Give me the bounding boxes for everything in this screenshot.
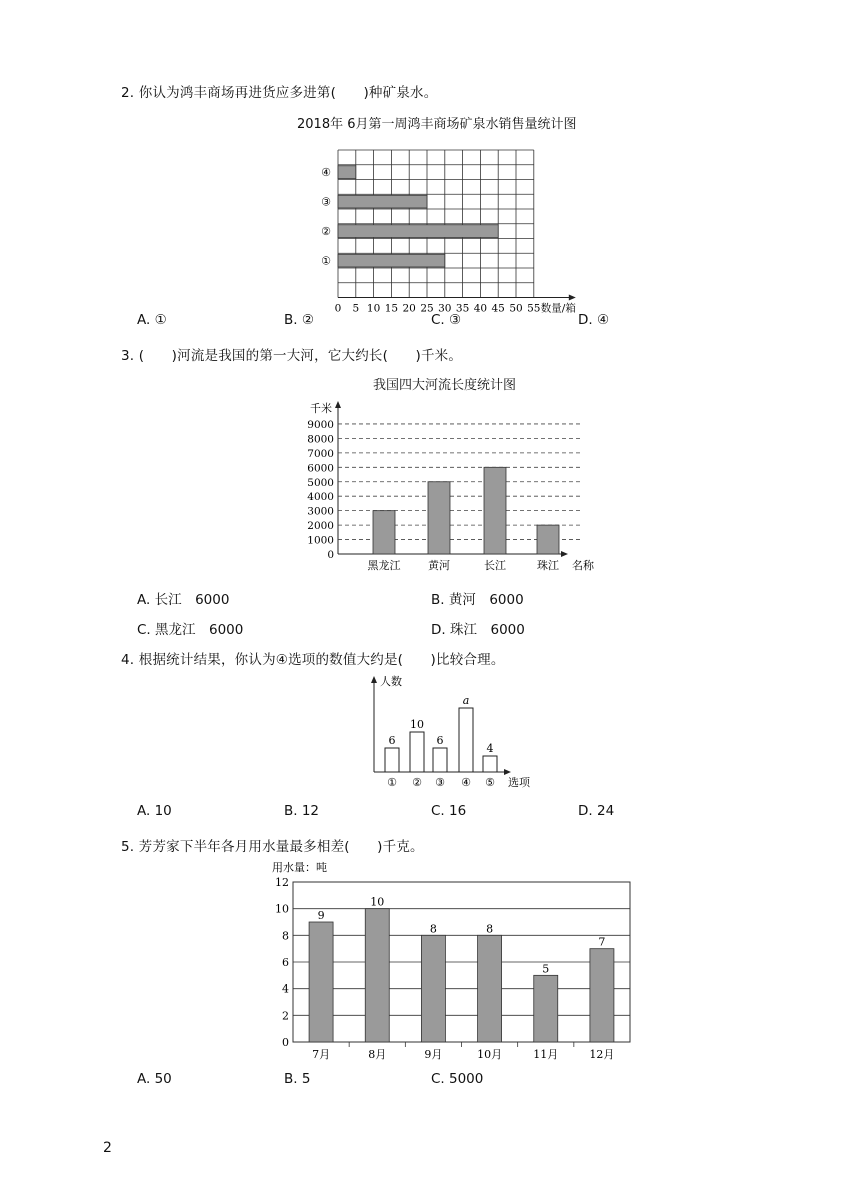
question-text: 芳芳家下半年各月用水量最多相差( )千克。 xyxy=(138,839,424,855)
y-tick-label: 5000 xyxy=(307,476,334,489)
x-axis-arrow xyxy=(561,551,568,557)
option-b[interactable]: B. 5 xyxy=(284,1071,311,1087)
x-tick-label: 8月 xyxy=(368,1048,387,1061)
x-tick-label: 9月 xyxy=(424,1048,443,1061)
bar-5 xyxy=(534,975,558,1042)
x-tick-label: 黑龙江 xyxy=(367,559,401,572)
x-tick-label: 55 xyxy=(527,302,541,315)
question-number: 4. xyxy=(121,652,135,668)
y-tick-label: 7000 xyxy=(307,447,334,460)
y-tick-label: ① xyxy=(321,254,331,268)
data-label: 6 xyxy=(436,734,444,747)
chart-water-sales xyxy=(300,140,600,315)
y-tick-label: 6 xyxy=(282,956,289,969)
question-3 xyxy=(121,344,462,364)
option-c[interactable]: C. ③ xyxy=(431,312,462,328)
option-d[interactable]: D. 珠江 6000 xyxy=(431,622,525,638)
chart-title: 我国四大河流长度统计图 xyxy=(373,378,517,393)
x-tick-label: 30 xyxy=(438,302,452,315)
y-tick-label: ③ xyxy=(321,195,331,209)
x-tick-label: ① xyxy=(387,776,397,789)
y-tick-label: 10 xyxy=(275,902,289,916)
y-axis-label: 用水量：吨 xyxy=(272,861,327,874)
y-axis-arrow xyxy=(371,676,377,683)
bar-3 xyxy=(338,225,498,238)
x-tick-label: 35 xyxy=(455,302,470,315)
x-tick-label: 黄河 xyxy=(428,559,450,572)
x-axis-arrow xyxy=(569,295,576,301)
x-tick-label: 12月 xyxy=(589,1048,615,1061)
data-label: 8 xyxy=(429,922,437,936)
question-text: 根据统计结果，你认为④选项的数值大约是( )比较合理。 xyxy=(138,652,505,668)
x-tick-label: 15 xyxy=(384,302,399,315)
x-tick-label: 5 xyxy=(352,302,360,315)
x-tick-label: ④ xyxy=(461,776,471,789)
chart-survey xyxy=(360,672,540,792)
y-tick-label: 8000 xyxy=(307,433,334,446)
question-4 xyxy=(121,648,505,668)
question-2 xyxy=(121,81,437,101)
bar-4 xyxy=(338,254,445,267)
bar-5 xyxy=(483,756,497,772)
x-tick-label: 珠江 xyxy=(537,559,559,572)
y-tick-label: 2 xyxy=(282,1009,289,1023)
bar-6 xyxy=(590,949,614,1042)
bar-2 xyxy=(410,732,424,772)
y-tick-label: 1000 xyxy=(307,534,334,547)
x-tick-label: 0 xyxy=(334,302,342,315)
option-a[interactable]: A. 长江 6000 xyxy=(137,592,230,608)
x-tick-label: 45 xyxy=(491,302,505,315)
y-tick-label: 0 xyxy=(327,549,334,561)
x-tick-label: 25 xyxy=(420,302,434,315)
x-axis-label: 选项 xyxy=(508,776,530,789)
x-axis-label: 数量/箱 xyxy=(540,302,576,315)
y-tick-label: 8 xyxy=(282,929,289,943)
y-tick-label: 4 xyxy=(282,982,289,996)
y-tick-label: 6000 xyxy=(307,462,334,475)
option-b[interactable]: B. 12 xyxy=(284,803,320,819)
data-label: 6 xyxy=(388,734,396,747)
y-tick-label: 12 xyxy=(275,876,289,889)
option-c[interactable]: C. 黑龙江 6000 xyxy=(137,622,244,638)
question-text: 你认为鸿丰商场再进货应多进第( )种矿泉水。 xyxy=(138,85,438,101)
bar-1 xyxy=(309,922,333,1042)
y-axis-arrow xyxy=(335,401,341,408)
y-tick-label: ④ xyxy=(321,166,331,180)
bar-4 xyxy=(478,935,502,1042)
y-axis-label: 人数 xyxy=(380,675,402,688)
option-b[interactable]: B. ② xyxy=(284,312,314,328)
bar-1 xyxy=(338,166,356,179)
bar-3 xyxy=(484,467,506,554)
question-number: 2. xyxy=(121,85,135,101)
x-tick-label: 11月 xyxy=(533,1048,559,1061)
data-label: 8 xyxy=(486,922,494,936)
y-tick-label: 2000 xyxy=(307,520,334,533)
chart-water-usage xyxy=(265,857,640,1062)
option-b[interactable]: B. 黄河 6000 xyxy=(431,592,524,608)
bar-1 xyxy=(373,511,395,554)
question-text: ( )河流是我国的第一大河，它大约长( )千米。 xyxy=(138,348,463,364)
x-tick-label: ⑤ xyxy=(485,776,495,789)
bar-2 xyxy=(428,482,450,554)
chart-river-length xyxy=(300,398,600,576)
bar-4 xyxy=(459,708,473,772)
data-label: 10 xyxy=(410,718,424,731)
bar-1 xyxy=(385,748,399,772)
data-label: a xyxy=(462,694,470,707)
bar-2 xyxy=(338,195,427,208)
bar-3 xyxy=(433,748,447,772)
question-number: 5. xyxy=(121,839,135,855)
x-tick-label: ② xyxy=(412,776,422,789)
data-label: 4 xyxy=(486,742,494,755)
y-tick-label: 3000 xyxy=(307,505,334,518)
y-axis-label: 千米 xyxy=(310,402,332,415)
option-d[interactable]: D. ④ xyxy=(578,312,610,328)
option-a[interactable]: A. ① xyxy=(137,312,167,328)
question-5 xyxy=(121,835,424,855)
bar-3 xyxy=(421,935,445,1042)
x-tick-label: 40 xyxy=(473,302,488,315)
data-label: 5 xyxy=(542,962,550,976)
bar-2 xyxy=(365,909,389,1042)
bar-4 xyxy=(537,525,559,554)
y-tick-label: 9000 xyxy=(307,418,334,431)
option-d[interactable]: D. 24 xyxy=(578,803,615,819)
y-tick-label: 0 xyxy=(282,1036,289,1049)
y-tick-label: ② xyxy=(321,225,331,239)
page-number: 2 xyxy=(103,1140,112,1156)
x-tick-label: 7月 xyxy=(312,1048,331,1061)
x-axis-arrow xyxy=(504,769,511,775)
x-tick-label: 长江 xyxy=(484,559,506,572)
option-c[interactable]: C. 16 xyxy=(431,803,467,819)
x-tick-label: 50 xyxy=(509,302,523,315)
x-axis-label: 名称 xyxy=(572,559,594,572)
x-tick-label: 20 xyxy=(402,302,416,315)
option-c[interactable]: C. 5000 xyxy=(431,1071,484,1087)
question-number: 3. xyxy=(121,348,135,364)
data-label: 9 xyxy=(317,909,325,922)
data-label: 10 xyxy=(370,895,385,909)
x-tick-label: 10月 xyxy=(477,1048,503,1061)
x-tick-label: ③ xyxy=(435,776,445,789)
x-tick-label: 10 xyxy=(366,302,381,315)
option-a[interactable]: A. 10 xyxy=(137,803,172,819)
y-tick-label: 4000 xyxy=(307,491,334,504)
chart-title: 2018年 6月第一周鸿丰商场矿泉水销售量统计图 xyxy=(297,117,577,132)
data-label: 7 xyxy=(598,935,606,949)
option-a[interactable]: A. 50 xyxy=(137,1071,172,1087)
